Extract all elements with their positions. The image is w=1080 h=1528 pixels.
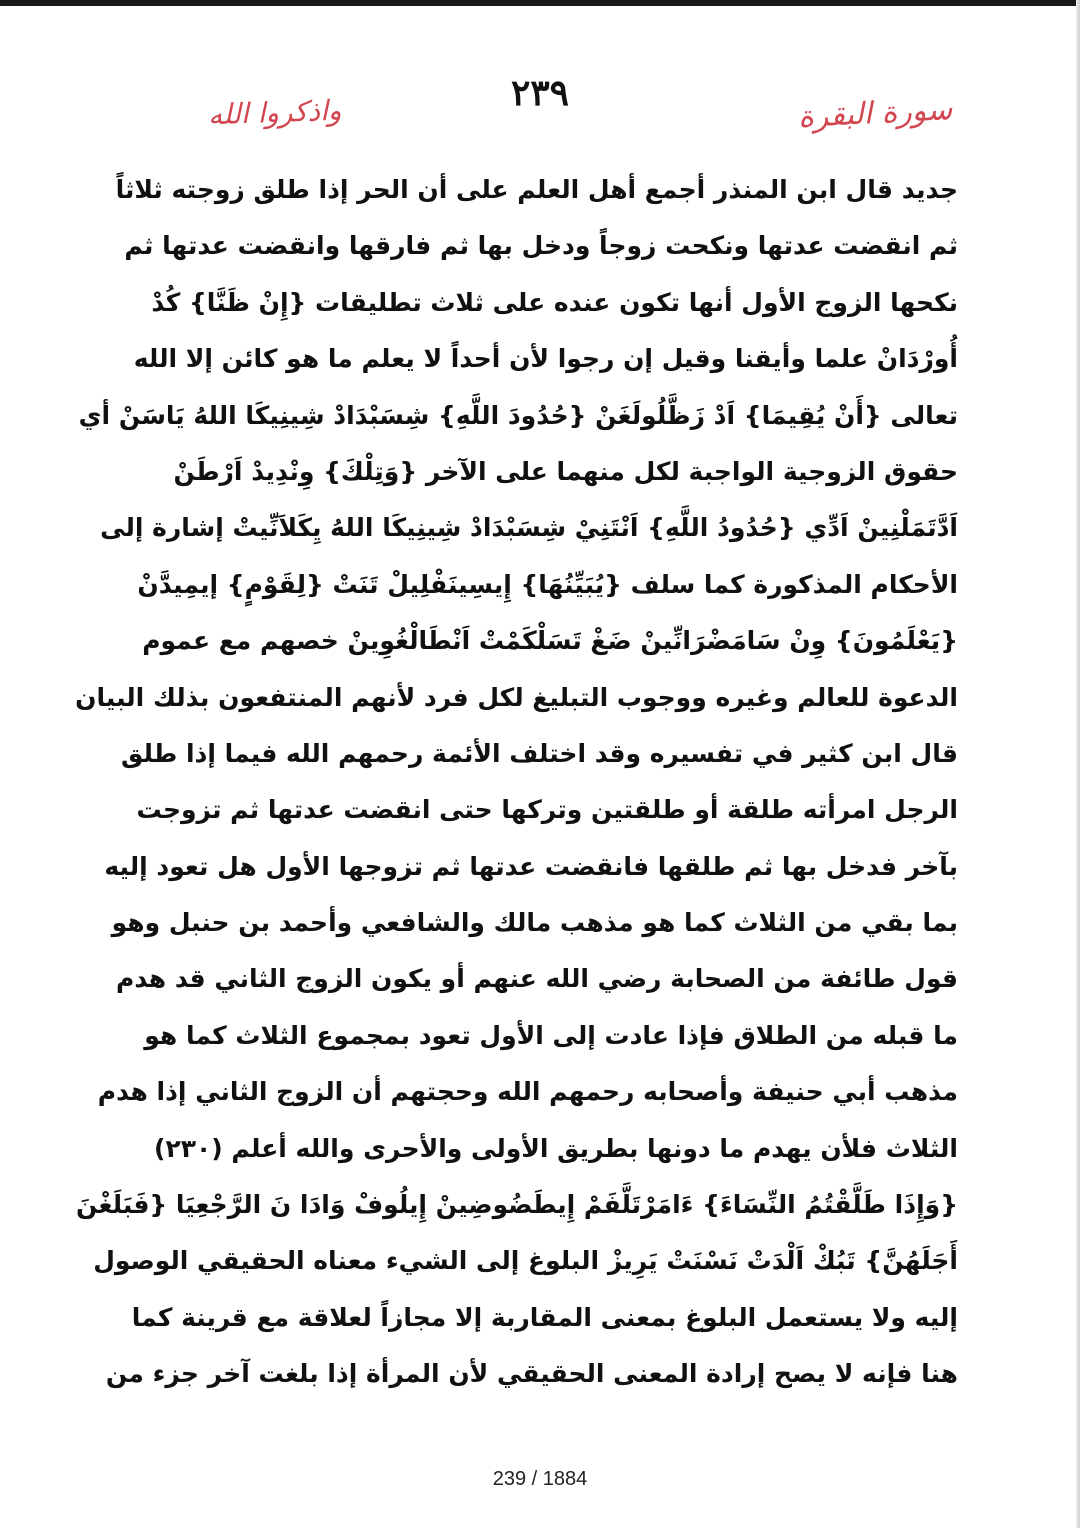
text-line: بآخر فدخل بها ثم طلقها فانقضت عدتها ثم تزوجها الأول هل تعود إليه (104, 851, 958, 881)
text-line: أُورْدَانْ علما وأيقنا وقيل إن رجوا لأن أحداً لا يعلم ما هو كائن إلا الله (133, 344, 958, 374)
text-line: حقوق الزوجية الواجبة لكل منهما على الآخر {وَتِلْكَ} وِنْدِيدْ اَرْطَنْ (173, 456, 958, 486)
text-line: اَدَّتَمَلْنِينْ اَدِّي {حُدُودُ اللَّهِ} اَنْتَنِيْ شِسَبْدَادْ شِينِيكَا اللهُ يِكَلاَنِّيتْ إشارة إلى (100, 513, 958, 543)
text-line: ثم انقضت عدتها ونكحت زوجاً ودخل بها ثم فارقها وانقضت عدتها ثم (124, 231, 958, 261)
text-line: الدعوة للعالم وغيره ووجوب التبليغ لكل فرد لأنهم المنتفعون بذلك البيان (75, 682, 958, 712)
text-line: الرجل امرأته طلقة أو طلقتين وتركها حتى انقضت عدتها ثم تزوجت (136, 795, 958, 825)
text-line: أَجَلَهُنَّ} تَبُكْ اَلْدَتْ نَسْنَتْ يَرِيزْ البلوغ إلى الشيء معناه الحقيقي الوصول (93, 1246, 958, 1276)
handwritten-verse-note: واذكروا الله (207, 93, 342, 132)
text-line: تعالى {أَنْ يُقِيمَا} اَدْ زَظَّلُولَغَنْ {حُدُودَ اللَّهِ} شِسَبْدَادْ شِينِيكَا اللهُ يَاسَنْ أي (78, 400, 958, 430)
page-counter: 239 / 1884 (492, 1468, 588, 1490)
text-line: جديد قال ابن المنذر أجمع أهل العلم على أن الحر إذا طلق زوجته ثلاثاً (115, 175, 958, 204)
text-line: نكحها الزوج الأول أنها تكون عنده على ثلاث تطليقات {إِنْ ظَنَّا} كُدْ (151, 287, 958, 317)
text-line: {وَإِذَا طَلَّقْتُمُ النِّسَاءَ} ءَامَرْتَلَّفَمْ إِيطَضُوضِينْ إِيلُوفْ وَادَا نَ الرَّجْعِيَا {فَبَلَغْنَ (76, 1190, 958, 1220)
scan-edge-right (1076, 0, 1080, 1528)
text-line: {يَعْلَمُونَ} وِنْ سَامَضْرَانِّينْ ضَغْ تَسَلْكَمْتْ اَنْطَالْغُوِينْ خصهم مع عموم (142, 626, 958, 656)
text-line: الثلاث فلأن يهدم ما دونها بطريق الأولى والأحرى والله أعلم (٢٣٠) (154, 1133, 958, 1163)
text-line: ما قبله من الطلاق فإذا عادت إلى الأول تعود بمجموع الثلاث كما هو (144, 1020, 958, 1050)
text-line: إليه ولا يستعمل البلوغ بمعنى المقاربة إلا مجازاً لعلاقة مع قرينة كما (131, 1302, 958, 1332)
body-text (75, 162, 958, 1403)
handwritten-surah-note: سورة البقرة (796, 91, 953, 136)
text-line: مذهب أبي حنيفة وأصحابه رحمهم الله وحجتهم أن الزوج الثاني إذا هدم (97, 1077, 958, 1107)
text-line: قال ابن كثير في تفسيره وقد اختلف الأئمة رحمهم الله فيما إذا طلق (120, 738, 958, 768)
text-line: الأحكام المذكورة كما سلف {يُبَيِّنُهَا} إِيسِينَفْلِيلْ تَنَتْ {لِقَوْمٍ} إيمِيدَّنْ (137, 569, 958, 599)
text-line: قول طائفة من الصحابة رضي الله عنهم أو يكون الزوج الثاني قد هدم (116, 964, 958, 994)
page-number: ٢٣٩ (510, 72, 569, 114)
text-line: بما بقي من الثلاث كما هو مذهب مالك والشافعي وأحمد بن حنبل وهو (111, 908, 958, 938)
text-line: هنا فإنه لا يصح إرادة المعنى الحقيقي لأن المرأة إذا بلغت آخر جزء من (105, 1359, 958, 1389)
scan-edge-top (0, 0, 1080, 6)
